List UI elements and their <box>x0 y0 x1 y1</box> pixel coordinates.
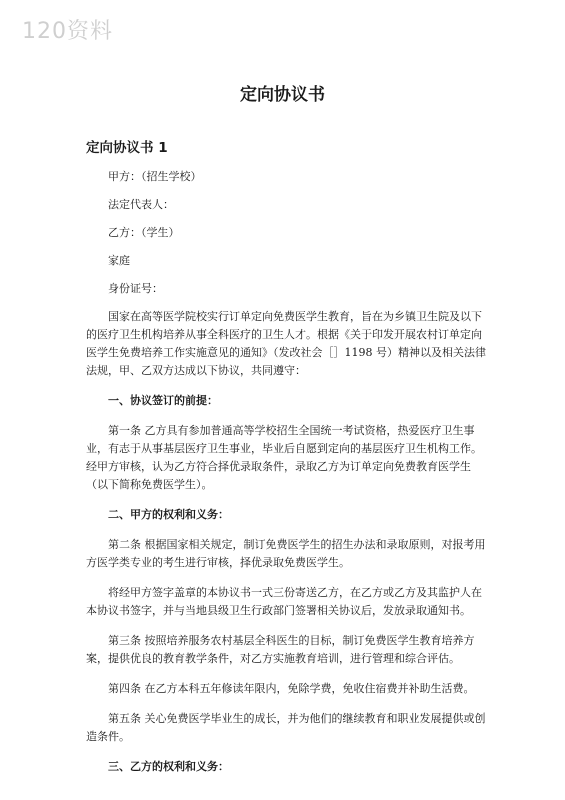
party-b-field: 乙方：（学生） <box>108 226 180 239</box>
section-heading-2: 二、甲方的权利和义务： <box>108 508 229 521</box>
family-field: 家庭 <box>108 254 130 267</box>
section-heading-1: 一、协议签订的前提： <box>108 394 218 407</box>
id-number-field: 身份证号： <box>108 282 163 295</box>
document-body <box>86 168 486 776</box>
intro-paragraph: 国家在高等医学院校实行订单定向免费医学生教育，旨在为乡镇卫生院及以下的医疗卫生机构培养从事全科医疗的卫生人才。根据《关于印发开展农村订单定向医学生免费培养工作实施意见的通知》（发改社会［］1198 号）精神以及相关法律法规，甲、乙双方达成以下协议，共同遵守： <box>86 310 486 377</box>
article-1: 第一条 乙方具有参加普通高等学校招生全国统一考试资格，热爱医疗卫生事业，有志于从事基层医疗卫生事业，毕业后自愿到定向的基层医疗卫生机构工作。经甲方审核，认为乙方符合择优录取条件，录取乙方为订单定向免费教育医学生（以下简称免费医学生）。 <box>86 424 482 491</box>
legal-rep-field: 法定代表人： <box>108 198 174 211</box>
article-2: 第二条 根据国家相关规定，制订免费医学生的招生办法和录取原则，对报考用方医学类专业的考生进行审核，择优录取免费医学生。 <box>86 538 486 569</box>
document-title: 定向协议书 <box>240 85 325 105</box>
section-heading-3: 三、乙方的权利和义务： <box>108 760 229 773</box>
party-a-field: 甲方：（招生学校） <box>108 170 202 183</box>
section-title: 定向协议书 1 <box>86 140 168 156</box>
article-5: 第五条 关心免费医学毕业生的成长，并为他们的继续教育和职业发展提供或创造条件。 <box>86 712 486 743</box>
article-3: 第三条 按照培养服务农村基层全科医生的目标，制订免费医学生教育培养方案，提供优良的教育教学条件，对乙方实施教育培训，进行管理和综合评估。 <box>86 634 475 665</box>
article-4: 第四条 在乙方本科五年修读年限内，免除学费，免收住宿费并补助生活费。 <box>108 682 475 695</box>
article-2-continued: 将经甲方签字盖章的本协议书一式三份寄送乙方，在乙方或乙方及其监护人在本协议书签字，并与当地县级卫生行政部门签署相关协议后，发放录取通知书。 <box>86 586 482 617</box>
watermark: 120资料 <box>22 19 113 44</box>
